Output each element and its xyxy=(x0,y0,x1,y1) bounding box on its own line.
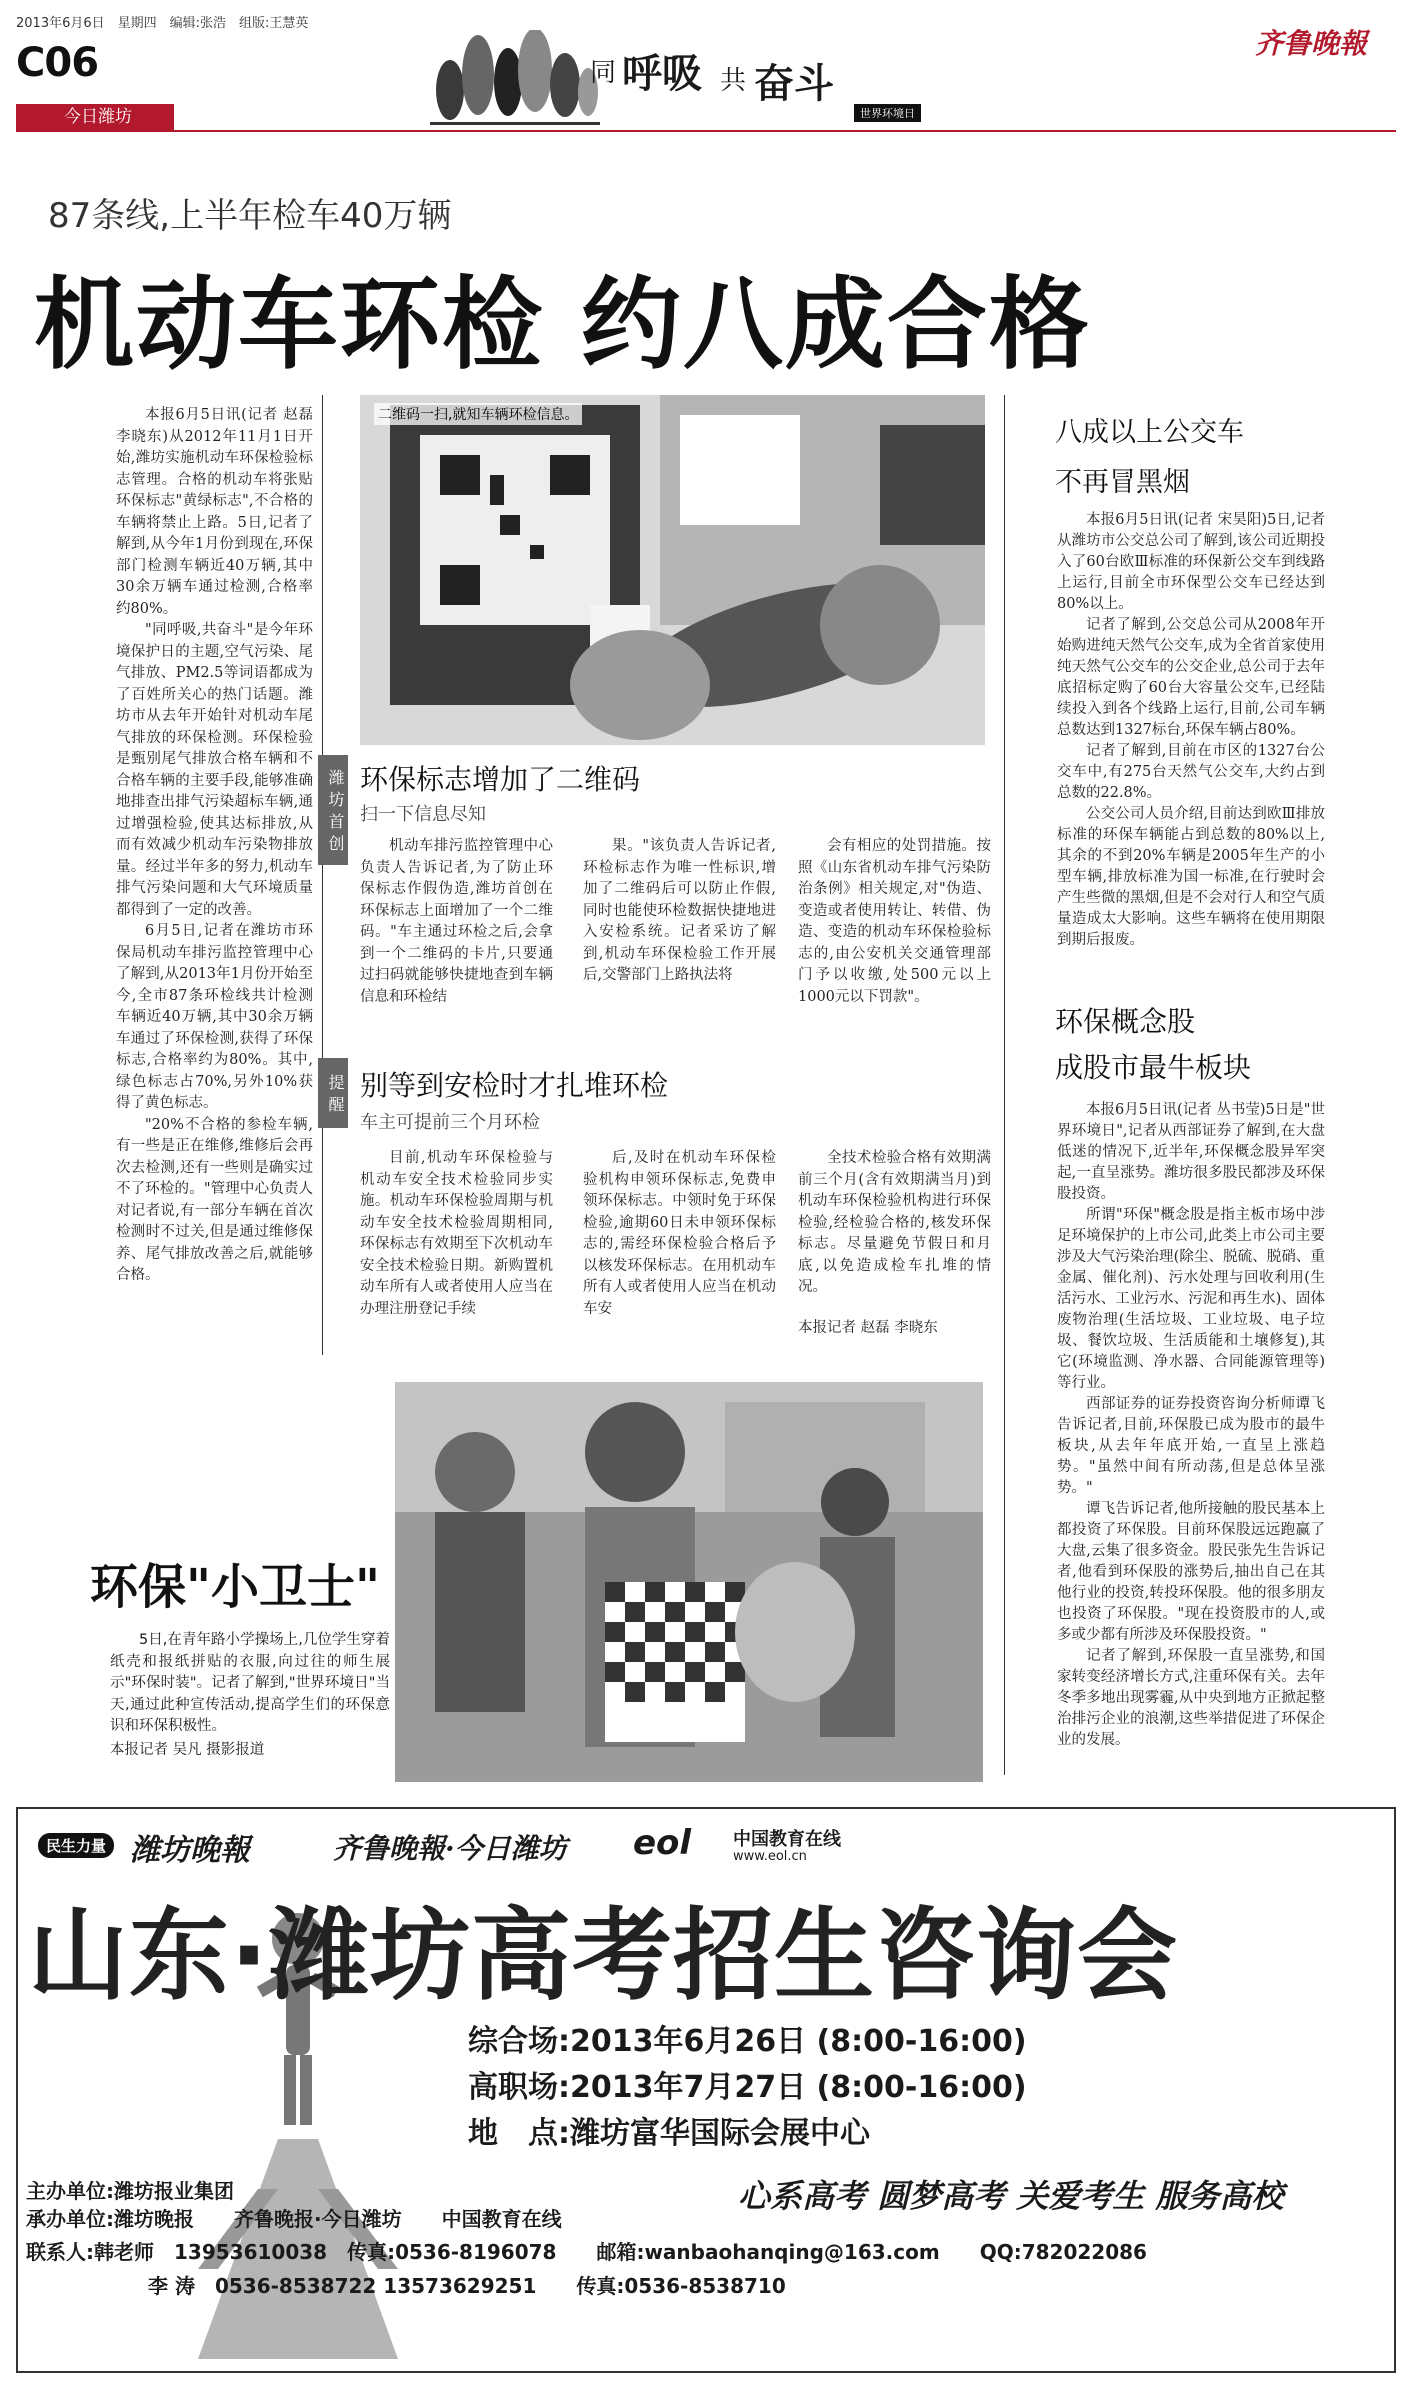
bus-body xyxy=(1057,510,1325,951)
exam-fair-ad xyxy=(16,1807,1396,2373)
subhead-qr: 环保标志增加了二维码 xyxy=(360,763,641,796)
banner-subtitle: 世界环境日 xyxy=(854,104,921,122)
lead-byline: 本报记者 赵磊 李晓东 xyxy=(798,1320,938,1336)
section-tab: 今日潍坊 xyxy=(16,104,174,130)
sub1-col xyxy=(798,836,991,1008)
trees-illustration-icon xyxy=(430,30,600,130)
banner-word-1: 呼吸 xyxy=(622,51,702,97)
bus-paragraph: 本报6月5日讯(记者 宋昊阳)5日,记者从潍坊市公交总公司了解到,该公司近期投入了60台欧Ⅲ标准的环保新公交车到线路上运行,目前全市环保型公交车已经达到80%以上。 xyxy=(1057,512,1325,612)
sub1-paragraph: 果。"该负责人告诉记者,环检标志作为唯一性标识,增加了二维码后可以防止作假,同时也能使环检数据快捷地进入安检系统。记者采访了解到,机动车环保检验工作开展后,交警部门上路执法将 xyxy=(583,838,776,983)
stock-paragraph: 所谓"环保"概念股是指主板市场中涉足环境保护的上市公司,此类上市公司主要涉及大气污染治理(除尘、脱硫、脱硝、重金属、催化剂)、污水处理与回收利用(生活污水、工业污水、污泥和再生水)、固体废物治理(生活垃圾、工业垃圾、电子垃圾、餐饮垃圾、生活质能和土壤修复),其它(环境监测、净水器、合同能源管理等)等行业。 xyxy=(1057,1207,1325,1391)
lead-headline: 机动车环检 约八成合格 xyxy=(34,266,1091,383)
ad-logo-minsheng: 民生力量 xyxy=(38,1833,114,1858)
ad-logo-eol: eol xyxy=(633,1823,692,1863)
sub1-paragraph: 会有相应的处罚措施。按照《山东省机动车排气污染防治条例》相关规定,对"伪造、变造或者使用转让、转借、伪造、变造的机动车环保检验标志的,由公安机关交通管理部门予以收缴,处500元以上1000元以下罚款"。 xyxy=(798,838,991,1005)
sub1-col xyxy=(583,836,776,987)
ad-session-general: 综合场:2013年6月26日 (8:00-16:00) xyxy=(468,2024,1027,2059)
banner-word-2: 奋斗 xyxy=(754,61,834,107)
bus-headline-2: 不再冒黑烟 xyxy=(1055,467,1190,498)
ad-logo-eol-url: www.eol.cn xyxy=(733,1849,807,1864)
lead-kicker: 87条线,上半年检车40万辆 xyxy=(48,196,452,236)
header-rule xyxy=(16,130,1396,132)
students-photo xyxy=(395,1382,983,1782)
bus-paragraph: 记者了解到,目前在市区的1327台公交车中,有275台天然气公交车,大约占到总数的22.8%。 xyxy=(1057,743,1325,801)
ad-contacts xyxy=(26,2235,1147,2303)
ad-contact-line: 李 涛 0536-8538722 13573629251 传真:0536-8538710 xyxy=(148,2274,786,2298)
sub2-paragraph: 全技术检验合格有效期满前三个月(含有效期满当月)到机动车环保检验机构进行环保检验,经检验合格的,核发环保标志。尽量避免节假日和月底,以免造成检车扎堆的情况。 xyxy=(798,1150,991,1295)
column-rule xyxy=(1004,395,1005,1775)
page-number: C06 xyxy=(16,40,99,86)
newspaper-logo: 齐鲁晚報 xyxy=(1255,27,1368,60)
sub1-paragraph: 机动车排污监控管理中心负责人告诉记者,为了防止环保标志作假伪造,潍坊首创在环保标志上面增加了一个二维码。"车主通过环检之后,会拿到一个二维码的卡片,只要通过扫码就能够快捷地查到车辆信息和环检结 xyxy=(360,838,553,1005)
bus-headline-1: 八成以上公交车 xyxy=(1055,417,1244,448)
bus-paragraph: 公交公司人员介绍,目前达到欧Ⅲ排放标准的环保车辆能占到总数的80%以上,其余的不到20%车辆是2005年生产的小型车辆,排放标准为国一标准,在行驶时会产生些微的黑烟,但是不会对行人和空气质量造成太大影响。这些车辆将在使用期限到期后报废。 xyxy=(1057,806,1325,948)
stock-paragraph: 西部证券的证券投资咨询分析师谭飞告诉记者,目前,环保股已成为股市的最牛板块,从去年年底开始,一直呈上涨趋势。"虽然中间有所动荡,但是总体呈涨势。" xyxy=(1057,1396,1325,1496)
guard-headline: 环保"小卫士" xyxy=(82,1548,388,1617)
dateline: 2013年6月6日 星期四 编辑:张浩 组版:王慧英 xyxy=(16,16,309,31)
ad-schedule xyxy=(468,2019,1027,2157)
lead-paragraph: 6月5日,记者在潍坊市环保局机动车排污监控管理中心了解到,从2013年1月份开始至今,全市87条环检线共计检测车辆近40万辆,其中30余万辆车通过了环保检测,获得了环保标志,合格率约为80%。其中,绿色标志占70%,另外10%获得了黄色标志。 xyxy=(116,923,313,1111)
lead-body-column xyxy=(116,405,313,1287)
ad-logo-qilu: 齐鲁晚報·今日潍坊 xyxy=(333,1832,567,1865)
ad-logo-eol-name: 中国教育在线 xyxy=(733,1829,841,1850)
sub2-col xyxy=(360,1148,553,1348)
lead-paragraph: "同呼吸,共奋斗"是今年环境保护日的主题,空气污染、尾气排放、PM2.5等词语都成为了百姓所关心的热门话题。潍坊市从去年开始针对机动车尾气排放的环保检测。环保检验是甄别尾气排放合格车辆和不合格车辆的主要手段,能够准确地排查出排气污染超标车辆,通过增强检验,使其达标排放,从而有效减少机动车污染物排放量。经过半年多的努力,机动车排气污染问题和大气环境质量都得到了一定的改善。 xyxy=(116,622,313,918)
photo-caption: 二维码一扫,就知车辆环检信息。 xyxy=(374,403,582,425)
ad-organizers xyxy=(26,2177,562,2233)
subhead-inspection: 别等到安检时才扎堆环检 xyxy=(360,1069,669,1102)
sub2-paragraph: 目前,机动车环保检验与机动车安全技术检验同步实施。机动车环保检验周期与机动车安全技术检验周期相同,环保标志有效期至下次机动车安全技术检验日期。新购置机动车所有人或者使用人应当在办理注册登记手续 xyxy=(360,1150,553,1317)
ad-logo-weifang-evening: 潍坊晚報 xyxy=(130,1833,250,1868)
column-rule xyxy=(322,395,323,1355)
lead-paragraph: 本报6月5日讯(记者 赵磊 李晓东)从2012年11月1日开始,潍坊实施机动车环保检验标志管理。合格的机动车将张贴环保标志"黄绿标志",不合格的车辆将禁止上路。5日,记者了解到,从今年1月份到现在,环保部门检测车辆近40万辆,其中30余万辆车通过检测,合格率约80%。 xyxy=(116,407,313,617)
subdeck-qr: 扫一下信息尽知 xyxy=(360,804,486,825)
stock-headline-2: 成股市最牛板块 xyxy=(1055,1051,1252,1084)
stock-paragraph: 本报6月5日讯(记者 丛书莹)5日是"世界环境日",记者从西部证券了解到,在大盘低迷的情况下,近半年,环保概念股异军突起,一直呈涨势。潍坊很多股民都涉及环保股投资。 xyxy=(1057,1102,1325,1202)
sub2-col xyxy=(583,1148,776,1348)
guard-caption: 5日,在青年路小学操场上,几位学生穿着纸壳和报纸拼贴的衣服,向过往的师生展示"环保时装"。记者了解到,"世界环境日"当天,通过此种宣传活动,提高学生们的环保意识和环保积极性。 xyxy=(110,1632,390,1734)
qr-scan-photo xyxy=(360,395,985,745)
bus-paragraph: 记者了解到,公交总公司从2008年开始购进纯天然气公交车,成为全省首家使用纯天然气公交车的公交企业,总公司于去年底招标定购了60台大容量公交车,已经陆续投入到各个线路上运行,目前,公司车辆总数达到1327标台,环保车辆占80%。 xyxy=(1057,617,1325,738)
sub1-col xyxy=(360,836,553,1008)
ad-session-vocational: 高职场:2013年7月27日 (8:00-16:00) xyxy=(468,2070,1027,2105)
tag-reminder: 提醒 xyxy=(318,1058,348,1128)
sub2-paragraph: 后,及时在机动车环保检验机构申领环保标志,免费申领环保标志。中领时免于环保检验,逾期60日未申领环保标志的,需经环保检验合格后予以核发环保标志。在用机动车所有人或者使用人应当在机动车安 xyxy=(583,1150,776,1317)
qr-scan-illustration xyxy=(360,395,985,745)
ad-slogan: 心系高考 圆梦高考 关爱考生 服务高校 xyxy=(738,2177,1284,2215)
ad-contact-line: 联系人:韩老师 13953610038 传真:0536-8196078 邮箱:wanbaohanqing@163.com QQ:782022086 xyxy=(26,2240,1147,2264)
checkered-costume xyxy=(605,1582,745,1742)
banner-char-2: 共 xyxy=(720,66,747,96)
guard-credit: 本报记者 吴凡 摄影报道 xyxy=(110,1742,265,1758)
subdeck-inspection: 车主可提前三个月环检 xyxy=(360,1112,540,1133)
ad-headline: 山东·潍坊高考招生咨询会 xyxy=(28,1897,1178,2014)
stock-paragraph: 记者了解到,环保股一直呈涨势,和国家转变经济增长方式,注重环保有关。去年冬季多地出现雾霾,从中央到地方正掀起整治排污企业的浪潮,这些举措促进了环保企业的发展。 xyxy=(1057,1648,1325,1748)
environment-day-banner xyxy=(430,30,990,130)
stock-body xyxy=(1057,1100,1325,1751)
tag-weifang-first: 潍坊首创 xyxy=(318,755,348,865)
banner-char-1: 同 xyxy=(590,58,617,88)
stock-paragraph: 谭飞告诉记者,他所接触的股民基本上都投资了环保股。目前环保股远远跑赢了大盘,云集了很多资金。股民张先生告诉记者,他看到环保股的涨势后,抽出自己在其他行业的投资,转投环保股。他的很多朋友也投资了环保股。"现在投资股市的人,或多或少都有所涉及环保股投资。" xyxy=(1057,1501,1325,1643)
ad-venue: 地 点:潍坊富华国际会展中心 xyxy=(468,2116,870,2151)
lead-paragraph: "20%不合格的参检车辆,有一些是正在维修,维修后会再次去检测,还有一些则是确实过不了环检的。"管理中心负责人对记者说,有一部分车辆在首次检测时不过关,但是通过维修保养、尾气排放改善之后,就能够合格。 xyxy=(116,1116,313,1283)
stock-headline-1: 环保概念股 xyxy=(1055,1005,1196,1038)
ad-co-host: 承办单位:潍坊晚报 齐鲁晚报·今日潍坊 中国教育在线 xyxy=(26,2207,562,2231)
students-illustration xyxy=(395,1382,983,1782)
sub2-col xyxy=(798,1148,991,1308)
ad-host: 主办单位:潍坊报业集团 xyxy=(26,2179,234,2203)
